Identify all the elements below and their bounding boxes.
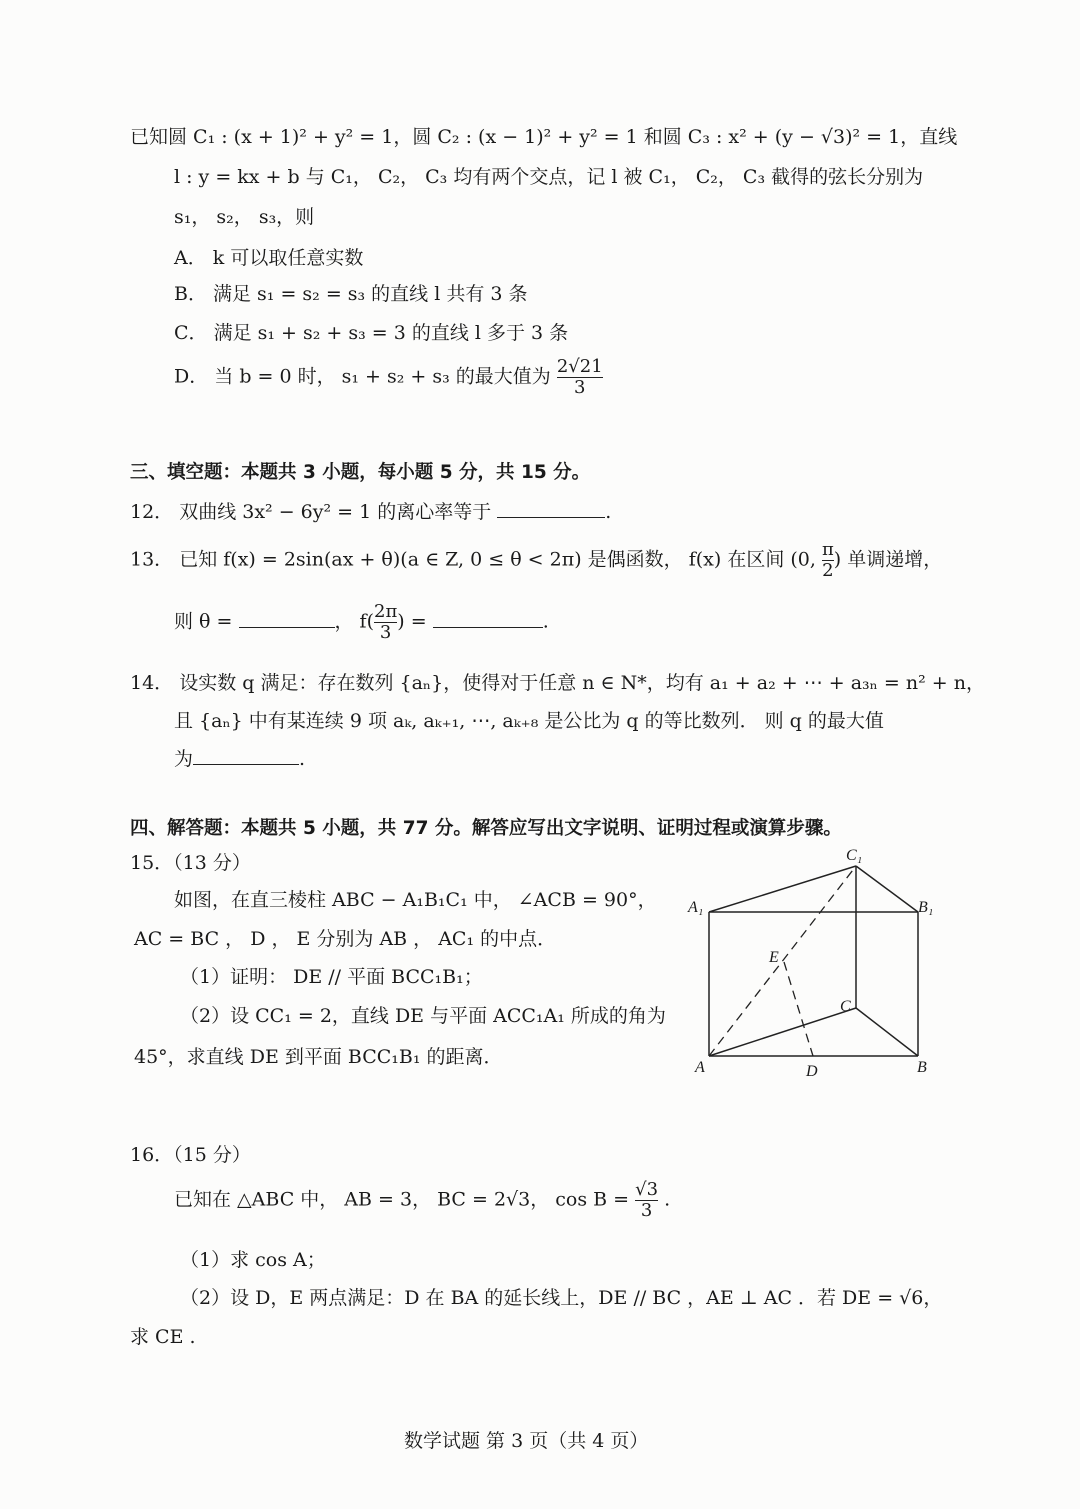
q14-line2: 且 {aₙ} 中有某连续 9 项 aₖ, aₖ₊₁, ⋯, aₖ₊₈ 是公比为 q 的等比数列． 则 q 的最大值 xyxy=(174,710,884,732)
edge-a-c xyxy=(709,1008,856,1056)
label-a: A xyxy=(695,1059,705,1076)
q16-part2-line1: （2）设 D，E 两点满足：D 在 BA 的延长线上，DE // BC ，AE ⊥ AC ．若 DE = √6， xyxy=(180,1287,943,1309)
q11-line2: l : y = kx + b 与 C₁， C₂， C₃ 均有两个交点，记 l 被 C₁， C₂， C₃ 截得的弦长分别为 xyxy=(174,166,924,188)
q16-part1: （1）求 cos A； xyxy=(180,1249,326,1271)
q15-line2: AC = BC ， D ， E 分别为 AB ， AC₁ 的中点． xyxy=(134,928,557,950)
edge-a1-c1 xyxy=(709,866,856,912)
q14-line1: 14． 设实数 q 满足：存在数列 {aₙ}，使得对于任意 n ∈ N*，均有 a₁ + a₂ + ⋯ + a₃ₙ = n² + n， xyxy=(130,672,985,694)
section-4-title: 四、解答题：本题共 5 小题，共 77 分。解答应写出文字说明、证明过程或演算步骤。 xyxy=(130,818,842,839)
q11-option-d-fraction xyxy=(557,357,603,398)
q15-part2-line2: 45°，求直线 DE 到平面 BCC₁B₁ 的距离． xyxy=(134,1046,503,1068)
q14-line3-text: 为 xyxy=(174,748,194,770)
q14-period: . xyxy=(299,748,306,770)
fraction-numerator: π xyxy=(821,539,834,560)
q12-period: . xyxy=(605,501,612,523)
q13-f-equals: ) = xyxy=(397,610,427,633)
label-a1: A₁ xyxy=(688,899,704,916)
q16-part2-line2: 求 CE . xyxy=(130,1326,196,1348)
q11-option-b: B． 满足 s₁ = s₂ = s₃ 的直线 l 共有 3 条 xyxy=(174,283,528,305)
q13-line2 xyxy=(174,602,549,643)
q13-fraction-2pi-3 xyxy=(374,602,397,643)
q12 xyxy=(130,497,611,524)
q16-fraction-cosb xyxy=(635,1180,658,1221)
q11-option-a: A． k 可以取任意实数 xyxy=(174,247,364,269)
edge-c-b xyxy=(856,1008,918,1056)
fraction-denominator: 2 xyxy=(822,560,834,581)
q14-answer-blank[interactable] xyxy=(193,748,299,765)
fraction-denominator: 3 xyxy=(379,622,392,643)
q13-fraction-pi-2 xyxy=(822,540,834,581)
q15-line1: 如图，在直三棱柱 ABC − A₁B₁C₁ 中， ∠ACB = 90°， xyxy=(174,889,657,911)
dashed-a-c1 xyxy=(709,866,856,1056)
label-b1: B₁ xyxy=(918,899,934,916)
label-c1: C₁ xyxy=(846,847,863,864)
q11-option-d-prefix: D． 当 b = 0 时， s₁ + s₂ + s₃ 的最大值为 xyxy=(174,365,551,388)
q16-line1-end: . xyxy=(664,1188,671,1211)
q15-header: 15．（13 分） xyxy=(130,852,251,874)
q15-part1: （1）证明： DE // 平面 BCC₁B₁； xyxy=(180,966,483,988)
q15-part2-line1: （2）设 CC₁ = 2，直线 DE 与平面 ACC₁A₁ 所成的角为 xyxy=(180,1005,666,1027)
q13-theta-label: 则 θ = xyxy=(174,610,233,633)
q12-text: 12． 双曲线 3x² − 6y² = 1 的离心率等于 xyxy=(130,501,492,523)
q13-line1-end: ) 单调递增， xyxy=(833,548,943,571)
fraction-numerator: 2√21 xyxy=(556,356,603,377)
q13-line1 xyxy=(130,540,942,581)
fraction-numerator: 2π xyxy=(374,601,398,622)
q11-option-c: C． 满足 s₁ + s₂ + s₃ = 3 的直线 l 多于 3 条 xyxy=(174,322,569,344)
q16-line1-text: 已知在 △ABC 中， AB = 3， BC = 2√3， cos B = xyxy=(174,1188,630,1211)
q16-line1 xyxy=(174,1180,670,1221)
q11-line1: 已知圆 C₁ : (x + 1)² + y² = 1，圆 C₂ : (x − 1)² + y² = 1 和圆 C₃ : x² + (y − √3)² = 1，直线 xyxy=(130,126,958,148)
fraction-denominator: 3 xyxy=(640,1200,653,1221)
fraction-numerator: √3 xyxy=(635,1179,659,1200)
q11-option-d xyxy=(174,357,603,398)
label-c: C xyxy=(840,998,851,1015)
fraction-denominator: 3 xyxy=(574,377,586,398)
q16-header: 16．（15 分） xyxy=(130,1144,251,1166)
section-3-title: 三、填空题：本题共 3 小题，每小题 5 分，共 15 分。 xyxy=(130,462,591,483)
q11-line3: s₁， s₂， s₃，则 xyxy=(174,206,315,228)
q14-line3 xyxy=(174,744,305,771)
page-footer: 数学试题 第 3 页（共 4 页） xyxy=(404,1430,649,1452)
dashed-e-d xyxy=(784,962,813,1056)
q13-period: . xyxy=(542,610,549,633)
edge-c1-b1 xyxy=(856,866,918,912)
label-b: B xyxy=(917,1059,927,1076)
q12-answer-blank[interactable] xyxy=(497,501,605,518)
q13-f-label: ， f( xyxy=(334,610,374,633)
prism-figure xyxy=(680,838,950,1083)
q13-line1-text: 13． 已知 f(x) = 2sin(ax + θ)(a ∈ Z, 0 ≤ θ < 2π) 是偶函数， f(x) 在区间 (0, xyxy=(130,548,816,571)
label-e: E xyxy=(769,949,779,966)
q13-f-blank[interactable] xyxy=(433,611,543,628)
q13-theta-blank[interactable] xyxy=(239,611,335,628)
label-d: D xyxy=(806,1063,818,1080)
